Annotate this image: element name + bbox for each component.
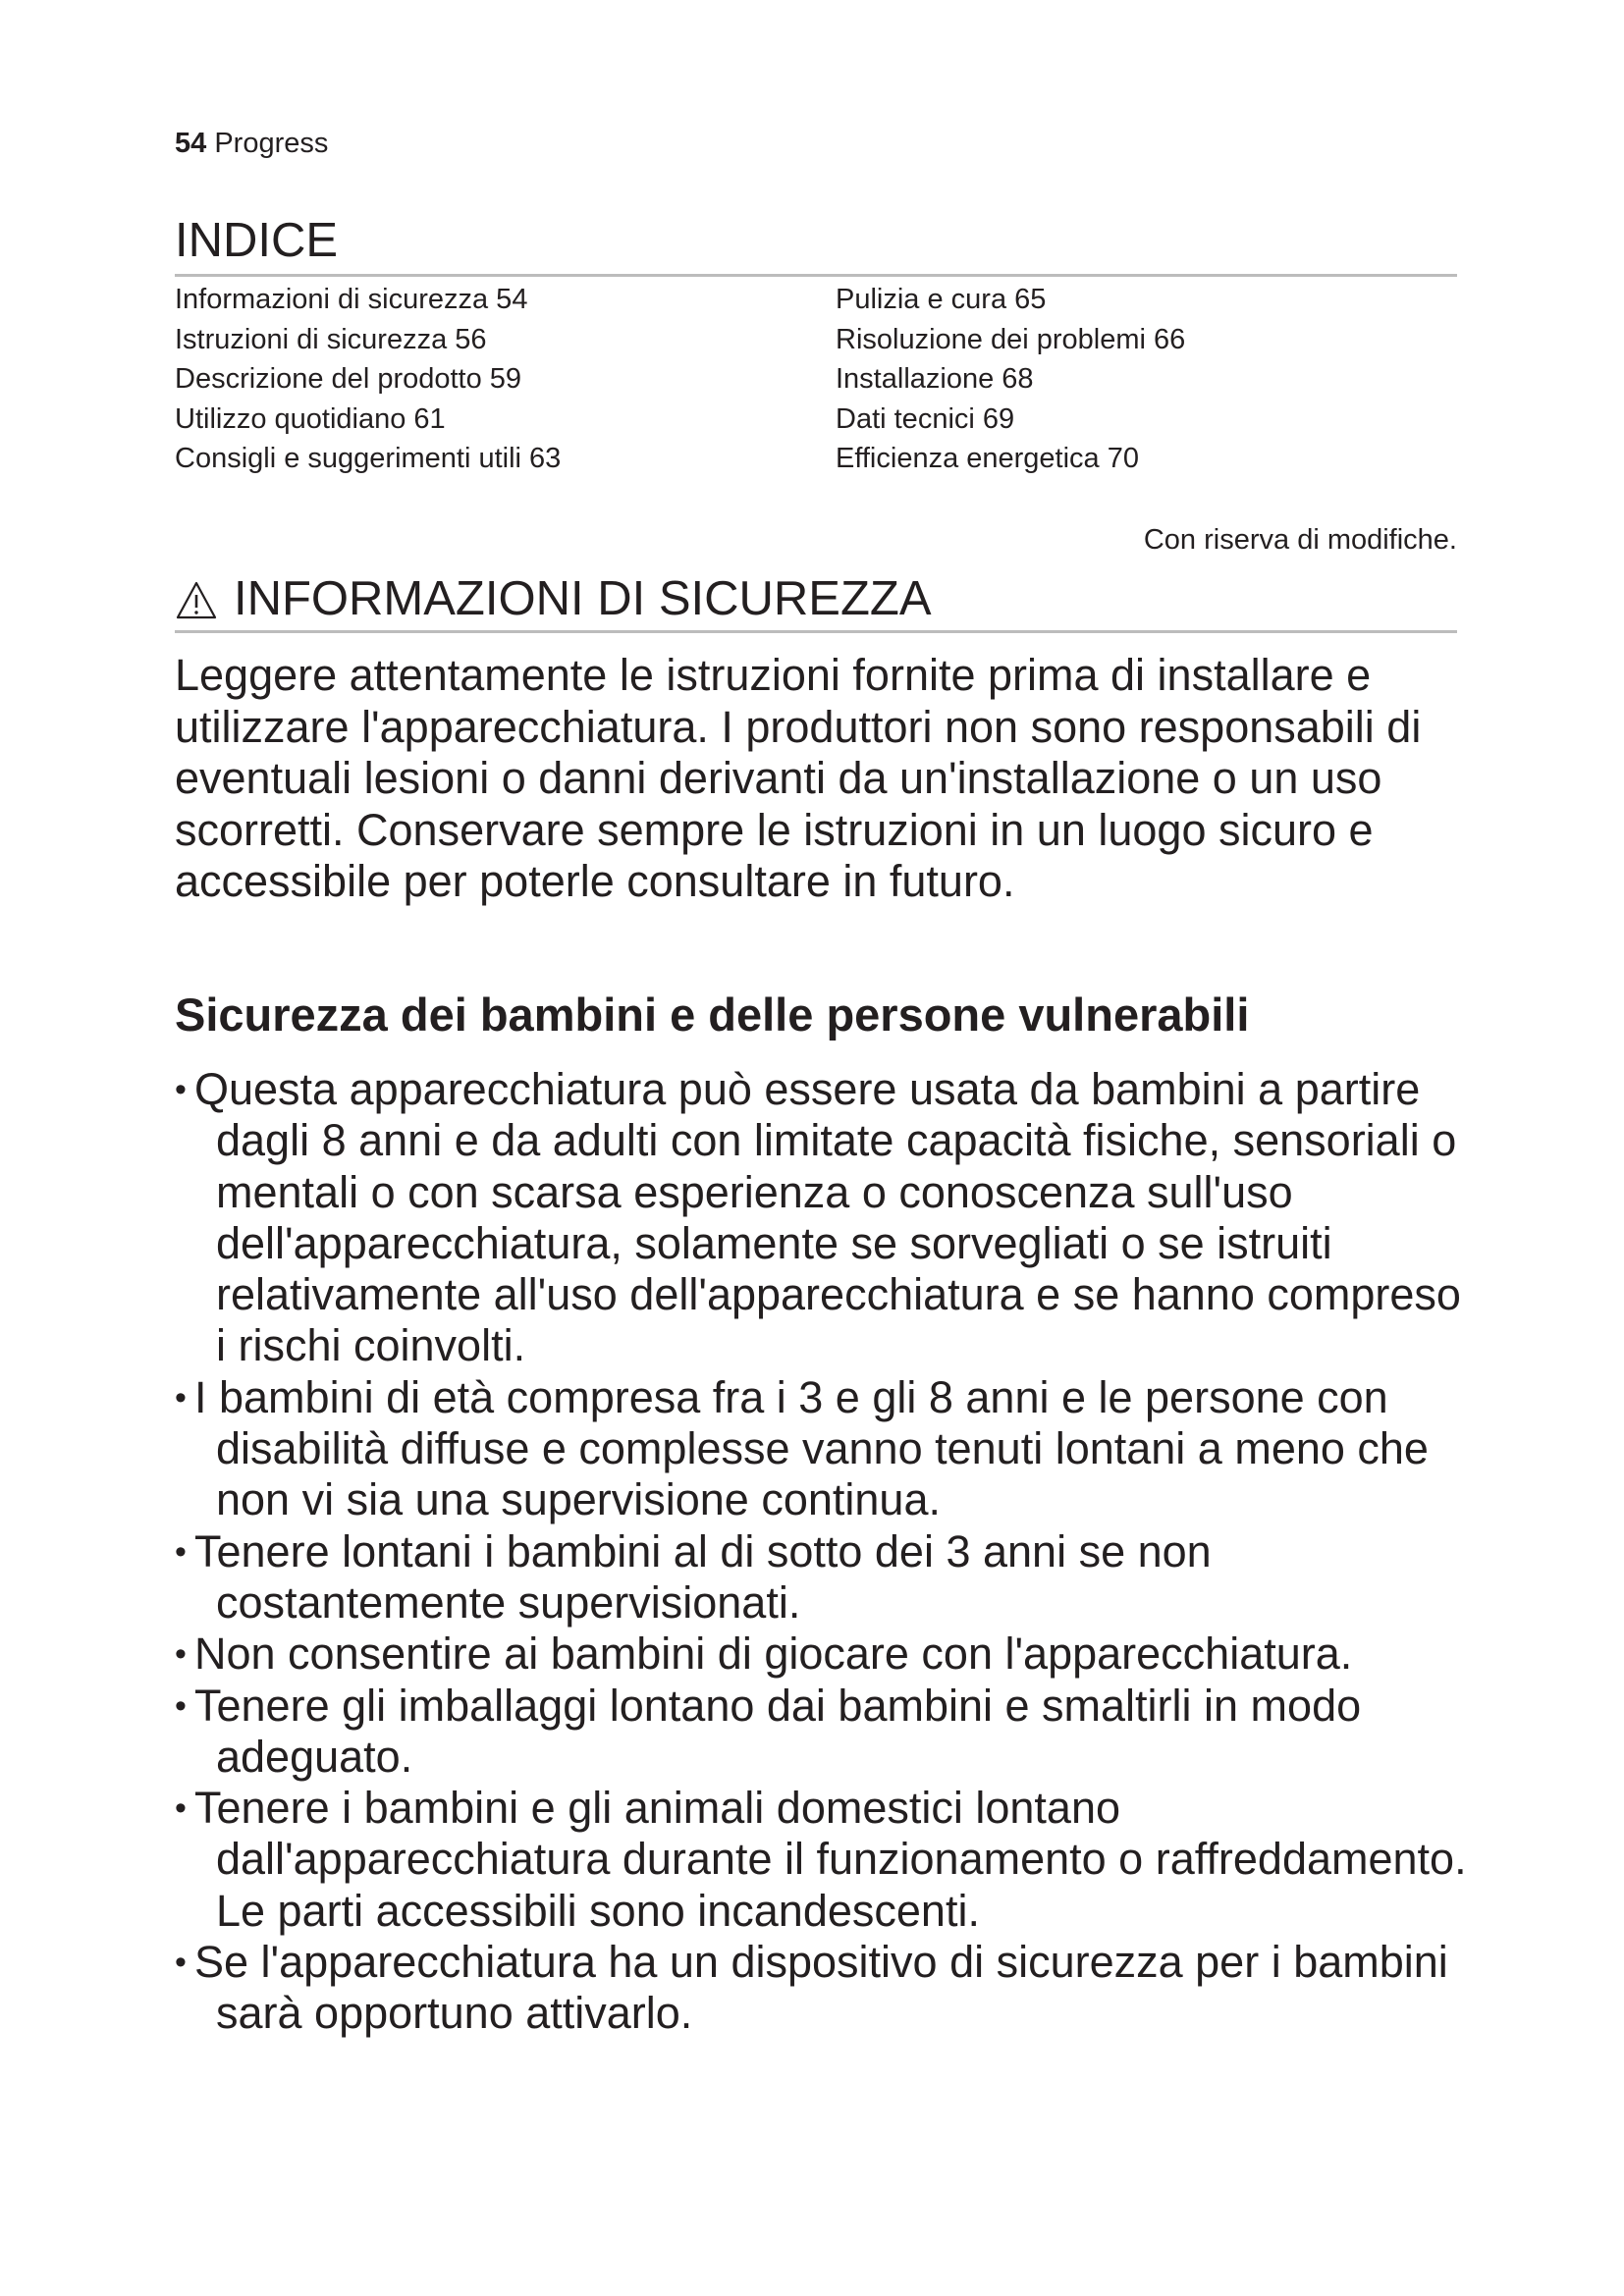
page-header (175, 127, 328, 160)
toc-entry[interactable]: Pulizia e cura 65 (836, 284, 1047, 315)
safety-title-text: INFORMAZIONI DI SICUREZZA (234, 572, 932, 625)
toc-entry[interactable]: Consigli e suggerimenti utili 63 (175, 443, 562, 474)
safety-section-title (175, 569, 932, 628)
safety-intro: Leggere attentamente le istruzioni fornite prima di installare e utilizzare l'apparecchiatura. I produttori non sono responsabili di eventuali lesioni o danni derivanti da un'installazione o un uso scorretti. Conservare sempre le istruzioni in un luogo sicuro e accessibile per poterle consultare in futuro. (175, 650, 1422, 907)
toc-entry[interactable]: Informazioni di sicurezza 54 (175, 284, 528, 315)
list-item-text: Tenere i bambini e gli animali domestici lontano dall'apparecchiatura durante il funzionamento o raffreddamento. Le parti accessibili sono incandescenti. (194, 1783, 1467, 1936)
toc-divider (175, 274, 1457, 277)
safety-divider (175, 630, 1457, 633)
list-item (175, 1681, 1467, 1784)
toc-entry[interactable]: Utilizzo quotidiano 61 (175, 402, 446, 435)
bullet-icon: • (175, 1071, 187, 1108)
child-safety-heading: Sicurezza dei bambini e delle persone vulnerabili (175, 988, 1250, 1041)
list-item (175, 1372, 1467, 1526)
list-item-text: I bambini di età compresa fra i 3 e gli 8 anni e le persone con disabilità diffuse e complesse vanno tenuti lontani a meno che non vi sia una supervisione continua. (194, 1371, 1429, 1525)
list-item-text: Questa apparecchiatura può essere usata da bambini a partire dagli 8 anni e da adulti con limitate capacità fisiche, sensoriali o mentali o con scarsa esperienza o conoscenza sull'uso dell'apparecchiatura, solamente se sorvegliati o se istruiti relativamente all'uso dell'apparecchiatura e se hanno compreso i rischi coinvolti. (194, 1064, 1461, 1371)
list-item-text: Non consentire ai bambini di giocare con l'apparecchiatura. (194, 1629, 1353, 1680)
child-safety-list (175, 1064, 1467, 2040)
toc-entry[interactable]: Installazione 68 (836, 363, 1034, 395)
page-number: 54 (175, 128, 207, 159)
toc-column-right (836, 280, 1185, 479)
list-item-text: Se l'apparecchiatura ha un dispositivo di sicurezza per i bambini sarà opportuno attivarlo. (194, 1937, 1448, 2039)
bullet-icon: • (175, 1686, 187, 1725)
list-item (175, 1629, 1467, 1680)
product-name: Progress (214, 128, 329, 159)
bullet-icon: • (175, 1789, 187, 1828)
list-item-text: Tenere lontani i bambini al di sotto dei 3 anni se non costantemente supervisionati. (194, 1525, 1212, 1628)
bullet-icon: • (175, 1944, 187, 1982)
toc-entry[interactable]: Efficienza energetica 70 (836, 443, 1140, 474)
list-item-text: Tenere gli imballaggi lontano dai bambini e smaltirli in modo adeguato. (194, 1680, 1362, 1782)
list-item (175, 1526, 1467, 1629)
bullet-icon: • (175, 1532, 187, 1571)
bullet-icon: • (175, 1635, 187, 1674)
revision-note: Con riserva di modifiche. (1143, 524, 1457, 556)
list-item (175, 1937, 1467, 2040)
list-item (175, 1064, 1467, 1372)
toc-title: INDICE (175, 214, 339, 267)
toc-entry[interactable]: Risoluzione dei problemi 66 (836, 323, 1186, 355)
toc-column-left (175, 280, 561, 479)
toc-entry[interactable]: Descrizione del prodotto 59 (175, 363, 522, 395)
warning-triangle-icon (175, 577, 218, 620)
bullet-icon: • (175, 1378, 187, 1416)
list-item (175, 1783, 1467, 1937)
toc-entry[interactable]: Dati tecnici 69 (836, 402, 1015, 435)
toc-entry[interactable]: Istruzioni di sicurezza 56 (175, 323, 487, 355)
